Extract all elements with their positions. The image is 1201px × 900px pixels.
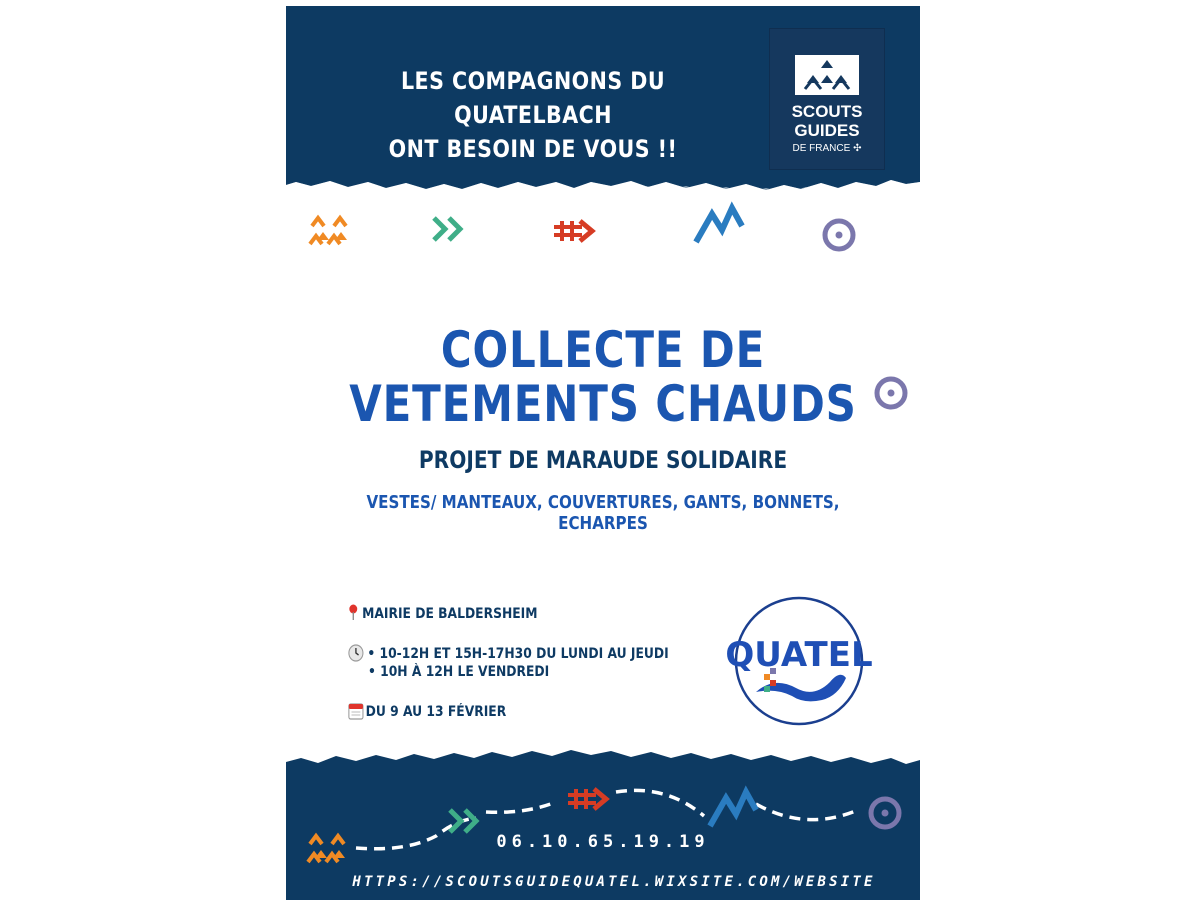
scouts-guides-de-france-logo-icon — [795, 55, 859, 95]
clothing-items-list: VESTES/ MANTEAUX, COUVERTURES, GANTS, BONNETS, ECHARPES — [366, 492, 840, 534]
quatel-badge-text: QUATEL — [725, 635, 873, 675]
quatel-badge — [725, 596, 873, 726]
map-pin-icon — [348, 604, 359, 620]
hours-friday: • 10H À 12H LE VENDREDI — [368, 664, 550, 680]
title-line-1: COLLECTE DE — [440, 321, 766, 379]
dates-text: DU 9 AU 13 FÉVRIER — [365, 704, 507, 720]
poster — [286, 6, 920, 900]
hours-line-1 — [348, 644, 669, 662]
headline — [340, 64, 727, 166]
blue-mountain-icon — [692, 202, 746, 246]
website-url[interactable]: HTTPS://SCOUTSGUIDEQUATEL.WIXSITE.COM/WEBSITE — [352, 874, 876, 890]
location-line — [348, 604, 538, 622]
clock-icon — [348, 644, 364, 662]
headline-line-1: LES COMPAGNONS DU QUATELBACH — [400, 67, 666, 129]
red-hash-arrow-icon — [552, 218, 596, 244]
location-text: MAIRIE DE BALDERSHEIM — [362, 606, 538, 622]
scouts-guides-logo — [769, 28, 885, 170]
logo-text-guides: GUIDES — [794, 121, 860, 140]
calendar-icon — [348, 702, 364, 720]
logo-text-scouts: SCOUTS — [791, 102, 863, 121]
purple-circle-dot-icon — [820, 216, 858, 254]
green-double-chevron-icon — [430, 214, 468, 244]
logo-text-de-france: DE FRANCE ✣ — [792, 143, 862, 154]
orange-triangles-icon — [308, 212, 350, 248]
dates-line — [348, 702, 506, 720]
title-line-2: VETEMENTS CHAUDS — [349, 375, 857, 433]
hours-weekdays: • 10-12H ET 15H-17H30 DU LUNDI AU JEUDI — [367, 646, 669, 662]
purple-circle-dot-icon-title — [872, 374, 910, 412]
headline-line-2: ONT BESOIN DE VOUS !! — [388, 135, 678, 163]
phone-number: 06.10.65.19.19 — [496, 832, 710, 852]
hours-line-2 — [368, 664, 549, 680]
subtitle: PROJET DE MARAUDE SOLIDAIRE — [418, 446, 788, 474]
